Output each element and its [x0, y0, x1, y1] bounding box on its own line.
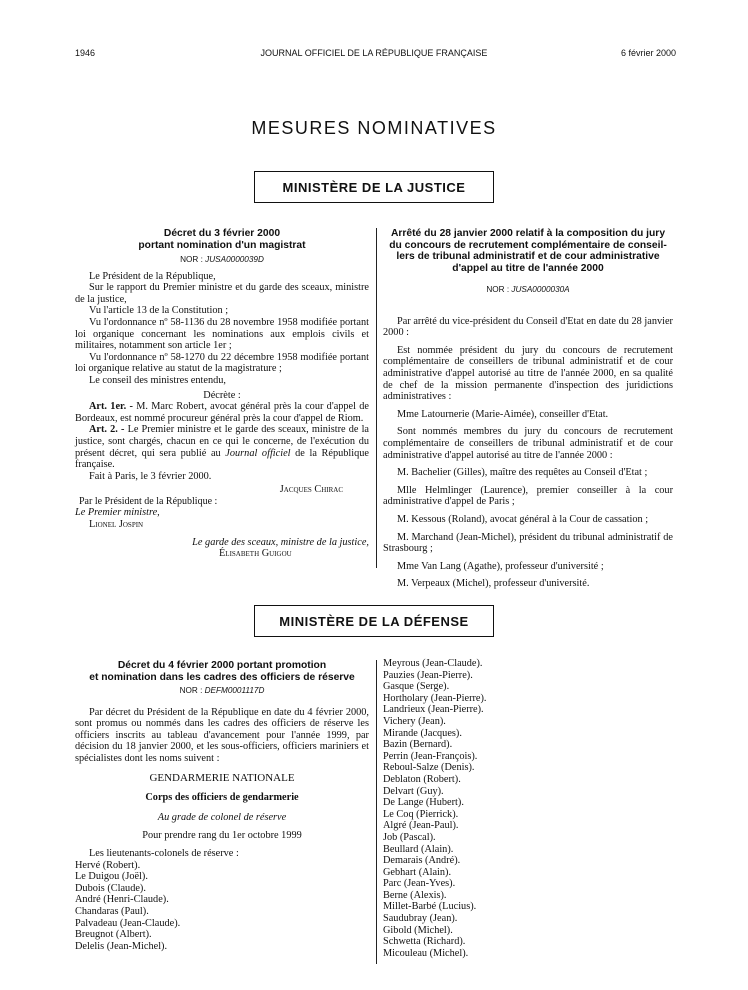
list-item: Algré (Jean-Paul). — [383, 820, 459, 832]
paragraph: Par arrêté du vice-président du Conseil d'Etat en date du 28 janvier 2000 : — [383, 315, 673, 339]
list-item: André (Henri-Claude). — [75, 894, 169, 906]
list-item: Micouleau (Michel). — [383, 947, 469, 959]
paragraph: M. Marchand (Jean-Michel), président du tribunal administratif de Strasbourg ; — [383, 531, 673, 555]
paragraph: Mme Latournerie (Marie-Aimée), conseiller d'Etat. — [397, 408, 609, 420]
nor-code: JUSA0000030A — [511, 285, 570, 294]
premier-ministre-title: Le Premier ministre, — [75, 507, 160, 519]
column-divider — [376, 660, 377, 964]
decret-defense-title-2: et nomination dans les cadres des officiers de réserve — [89, 671, 355, 683]
page-number: 1946 — [75, 48, 96, 58]
list-item: Deblaton (Robert). — [383, 773, 461, 785]
section-heading: GENDARMERIE NATIONALE — [149, 771, 295, 784]
ministry-defense-label: MINISTÈRE DE LA DÉFENSE — [279, 613, 469, 629]
paragraph: Le conseil des ministres entendu, — [89, 374, 226, 386]
nor-code: JUSA0000039D — [205, 255, 264, 264]
list-item: Landrieux (Jean-Pierre). — [383, 704, 484, 716]
list-item: Hervé (Robert). — [75, 859, 141, 871]
list-item: Mirande (Jacques). — [383, 727, 462, 739]
list-item: Meyrous (Jean-Claude). — [383, 658, 483, 669]
column-divider — [376, 228, 377, 568]
nor-line: NOR : JUSA0000039D — [180, 255, 264, 264]
article-1: Art. 1er. - M. Marc Robert, avocat général près la cour d'appel de Bordeaux, est nommé procureur général près la cour d'appel de Riom. — [75, 401, 369, 424]
list-item: Le Duigou (Joël). — [75, 871, 148, 883]
list-item: Bazin (Bernard). — [383, 739, 453, 751]
list-item: Dubois (Claude). — [75, 882, 146, 894]
nor-line: NOR : DEFM0001117D — [179, 686, 265, 695]
nor-code: DEFM0001117D — [204, 686, 265, 695]
par-le-president: Par le Président de la République : — [79, 495, 218, 507]
list-item: Berne (Alexis). — [383, 889, 447, 901]
names-left-list — [75, 860, 369, 953]
list-item: Gasque (Serge). — [383, 681, 450, 693]
decret-defense-title-1: Décret du 4 février 2000 portant promotion — [117, 660, 327, 671]
journal-title: JOURNAL OFFICIEL DE LA RÉPUBLIQUE FRANÇAISE — [260, 48, 488, 58]
paragraph: M. Bachelier (Gilles), maître des requêtes au Conseil d'Etat ; — [397, 467, 648, 479]
list-item: Demarais (André). — [383, 855, 461, 867]
grade-heading: Au grade de colonel de réserve — [157, 811, 287, 823]
list-item: Chandaras (Paul). — [75, 905, 149, 917]
decret-justice-title-2: portant nomination d'un magistrat — [138, 239, 306, 251]
list-item: Breugnot (Albert). — [75, 929, 152, 941]
paragraph: Vu l'ordonnance nº 58-1270 du 22 décembre 1958 modifiée portant loi organique relative au statut de la magistrature ; — [75, 351, 369, 375]
arrete-title-line: d'appel au titre de l'année 2000 — [452, 262, 604, 274]
list-item: Millet-Barbé (Lucius). — [383, 901, 477, 913]
ministry-justice-box — [254, 171, 494, 203]
corps-heading: Corps des officiers de gendarmerie — [145, 792, 299, 804]
premier-ministre-name: Lionel Jospin — [89, 519, 144, 531]
lieutenants-line: Les lieutenants-colonels de réserve : — [89, 847, 239, 859]
article-2: Art. 2. - Le Premier ministre et le garde des sceaux, ministre de la justice, sont chargés, chacun en ce qui le concerne, de l'exécution du présent décret, qui sera publié au Journal officiel de la République française. — [75, 424, 369, 471]
list-item: Gebhart (Alain). — [383, 866, 452, 878]
decrete: Décrète : — [203, 389, 241, 401]
rang-line: Pour prendre rang du 1er octobre 1999 — [142, 830, 302, 842]
paragraph: Vu l'article 13 de la Constitution ; — [89, 305, 229, 317]
decret-defense — [75, 660, 369, 952]
paragraph: Sur le rapport du Premier ministre et du garde des sceaux, ministre de la justice, — [75, 282, 369, 305]
list-item: Parc (Jean-Yves). — [383, 878, 456, 890]
paragraph: M. Verpeaux (Michel), professeur d'université. — [397, 578, 590, 590]
decret-justice-title-1: Décret du 3 février 2000 — [163, 228, 281, 239]
list-item: Hortholary (Jean-Pierre). — [383, 692, 487, 704]
list-item: Job (Pascal). — [383, 831, 436, 843]
paragraph: Par décret du Président de la République en date du 4 février 2000, sont promus ou nommés dans les cadres des officiers de réserve les officiers inscrits au tableau d'avancement pour l'année 1999, par décision du 18 janvier 2000, et les sous-officiers, officiers mariniers et spécialistes dont les noms suivent : — [75, 706, 369, 764]
paragraph: Mme Van Lang (Agathe), professeur d'université ; — [397, 560, 604, 572]
list-item: Le Coq (Pierrick). — [383, 808, 459, 820]
paragraph: Mlle Helmlinger (Laurence), premier conseiller à la cour administrative d'appel de Paris ; — [383, 484, 673, 508]
names-right-list — [383, 658, 673, 959]
ministry-justice-label: MINISTÈRE DE LA JUSTICE — [282, 179, 466, 195]
list-item: Saudubray (Jean). — [383, 913, 458, 925]
arrete-title-line: lers de tribunal administratif et de cour administrative — [396, 251, 660, 262]
list-item: Vichery (Jean). — [383, 715, 446, 727]
list-item: Pauzies (Jean-Pierre). — [383, 669, 473, 681]
list-item: Delvart (Guy). — [383, 785, 444, 797]
list-item: De Lange (Hubert). — [383, 797, 464, 809]
issue-date: 6 février 2000 — [620, 48, 676, 58]
list-item: Palvadeau (Jean-Claude). — [75, 917, 181, 929]
paragraph: Est nommée président du jury du concours de recrutement complémentaire de conseillers de tribunal administratif et de cour administrative d'appel autorisé au titre de l'année 2000, en sa qualité de chef de la mission permanente d'inspection des juridictions administratives : — [383, 344, 673, 403]
paragraph: Le Président de la République, — [89, 270, 216, 282]
page-title: MESURES NOMINATIVES — [251, 118, 497, 138]
list-item: Delelis (Jean-Michel). — [75, 940, 168, 952]
decret-justice — [75, 228, 369, 560]
paragraph: Sont nommés membres du jury du concours de recrutement complémentaire de conseillers de tribunal administratif et de cour administrative d'appel autorisé au titre de l'année 2000 : — [383, 426, 673, 461]
garde-des-sceaux-name: Élisabeth Guigou — [219, 548, 292, 560]
list-item: Perrin (Jean-François). — [383, 750, 478, 762]
paragraph: Vu l'ordonnance nº 58-1136 du 28 novembre 1958 modifiée portant loi organique concernant les nominations aux emplois civils et militaires, notamment son article 1er ; — [75, 316, 369, 352]
arrete-title-line: du concours de recrutement complémentaire de conseil- — [389, 239, 667, 251]
list-item: Reboul-Salze (Denis). — [383, 762, 475, 774]
list-item: Beullard (Alain). — [383, 843, 454, 855]
paragraph: M. Kessous (Roland), avocat général à la Cour de cassation ; — [397, 513, 649, 525]
fait-a-paris: Fait à Paris, le 3 février 2000. — [89, 470, 212, 482]
nor-line: NOR : JUSA0000030A — [486, 285, 570, 294]
arrete-justice — [383, 228, 673, 590]
garde-des-sceaux-title: Le garde des sceaux, ministre de la justice, — [192, 536, 369, 548]
signer-president: Jacques Chirac — [279, 484, 343, 496]
list-item: Gibold (Michel). — [383, 924, 453, 936]
ministry-defense-box — [254, 605, 494, 637]
arrete-title-line: Arrêté du 28 janvier 2000 relatif à la composition du jury — [390, 228, 666, 239]
list-item: Schwetta (Richard). — [383, 936, 466, 948]
